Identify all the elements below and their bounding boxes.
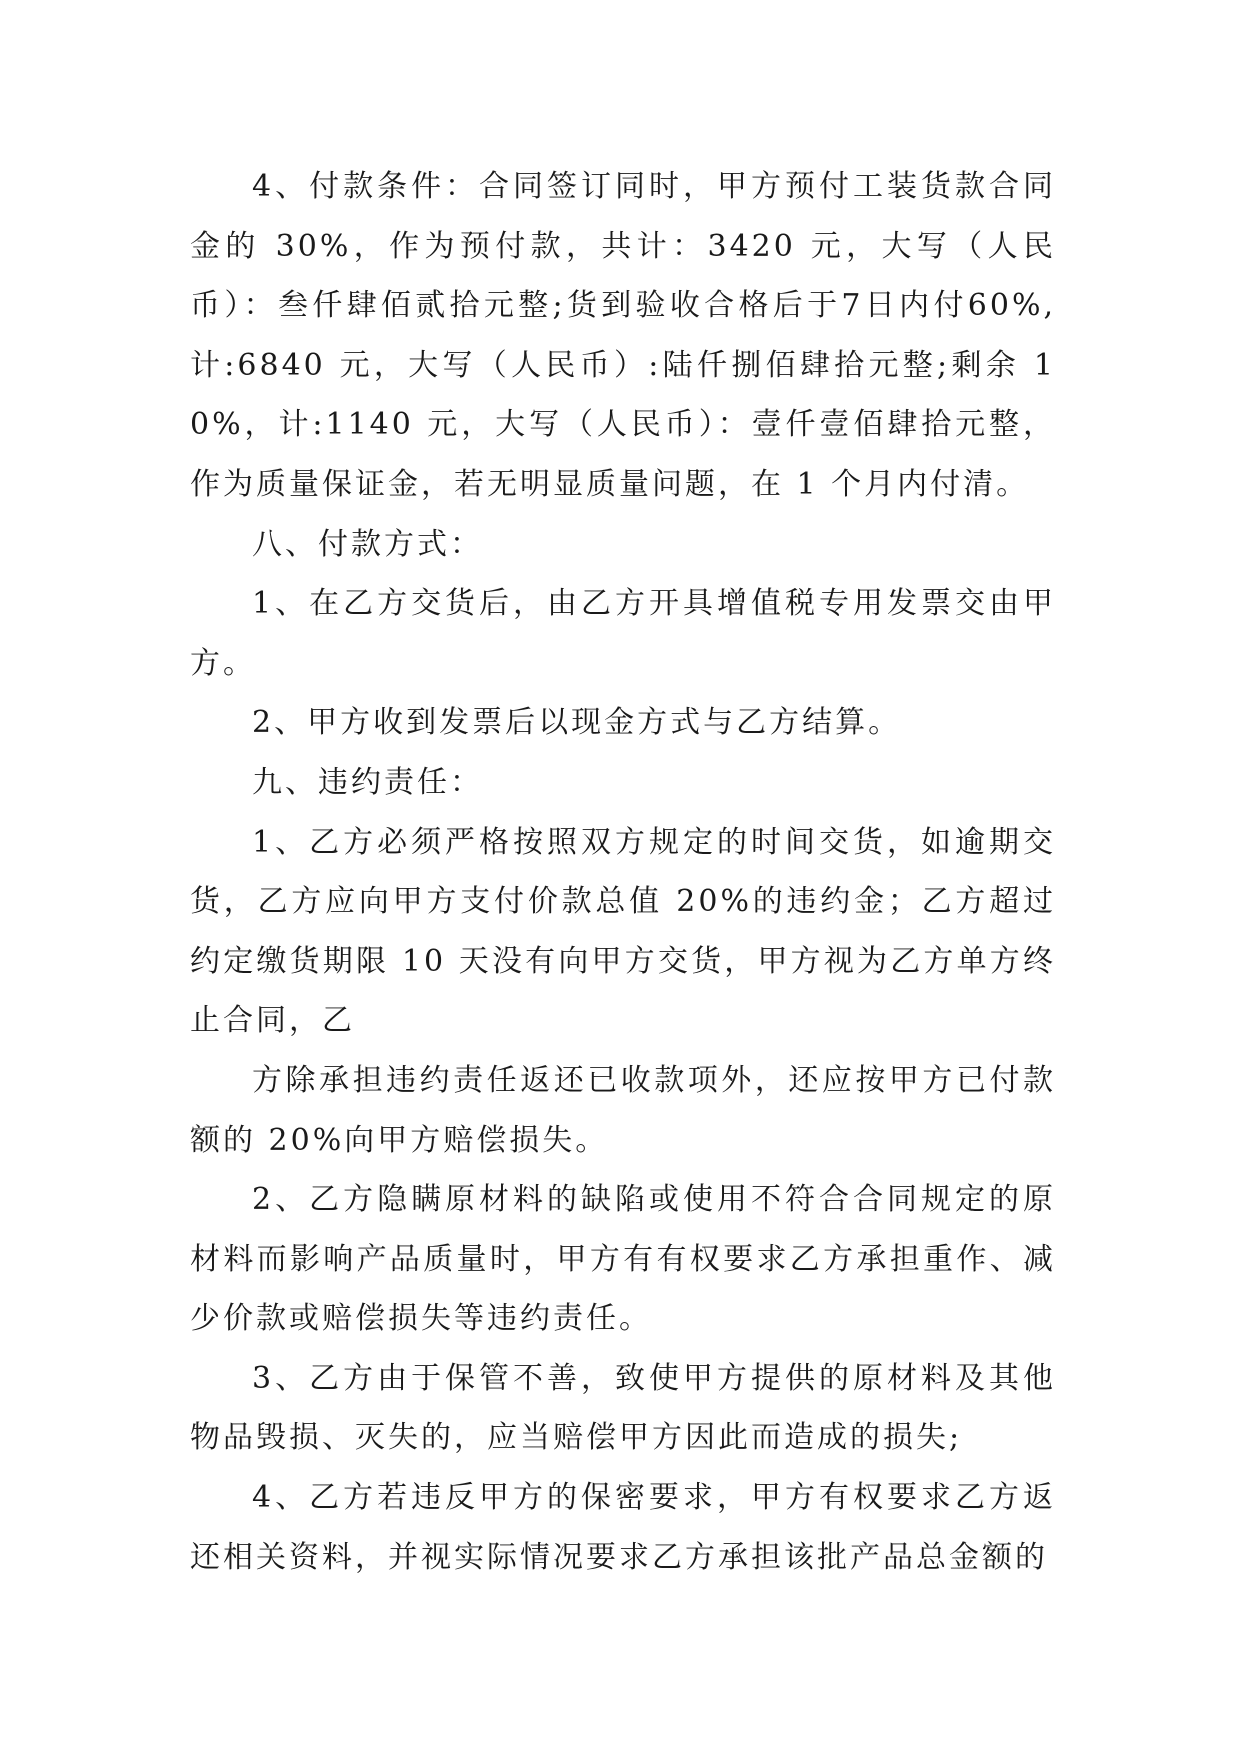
paragraph-refund-compensation: 方除承担违约责任返还已收款项外，还应按甲方已付款额的 20%向甲方赔偿损失。 (190, 1062, 1056, 1158)
paragraph-payment-terms: 4、付款条件：合同签订同时，甲方预付工装货款合同金的 30%，作为预付款，共计：3420 元，大写（人民币）：叁仟肆佰贰拾元整;货到验收合格后于7日内付60%,计:6840 元，大写（人民币）:陆仟捌佰肆拾元整;剩余 10%，计:1140 元，大写（人民币）：壹仟壹佰肆拾元整，作为质量保证金，若无明显质量问题，在 1 个月内付清。 (190, 169, 1056, 502)
paragraph-custody-loss: 3、乙方由于保管不善，致使甲方提供的原材料及其他物品毁损、灭失的，应当赔偿甲方因此而造成的损失; (190, 1360, 1056, 1456)
paragraph-invoice: 1、在乙方交货后，由乙方开具增值税专用发票交由甲方。 (190, 586, 1056, 681)
heading-breach-liability: 九、违约责任： (252, 764, 483, 800)
heading-payment-method: 八、付款方式： (252, 526, 483, 562)
paragraph-settlement: 2、甲方收到发票后以现金方式与乙方结算。 (252, 705, 902, 741)
paragraph-confidentiality: 4、乙方若违反甲方的保密要求，甲方有权要求乙方返还相关资料，并视实际情况要求乙方承担该批产品总金额的 (190, 1480, 1056, 1575)
paragraph-material-defects: 2、乙方隐瞒原材料的缺陷或使用不符合合同规定的原材料而影响产品质量时，甲方有有权要求乙方承担重作、减少价款或赔偿损失等违约责任。 (190, 1182, 1056, 1337)
paragraph-late-delivery: 1、乙方必须严格按照双方规定的时间交货，如逾期交货，乙方应向甲方支付价款总值 20%的违约金；乙方超过约定缴货期限 10 天没有向甲方交货，甲方视为乙方单方终止合同，乙 (190, 824, 1056, 1039)
document-body (190, 157, 1056, 1587)
